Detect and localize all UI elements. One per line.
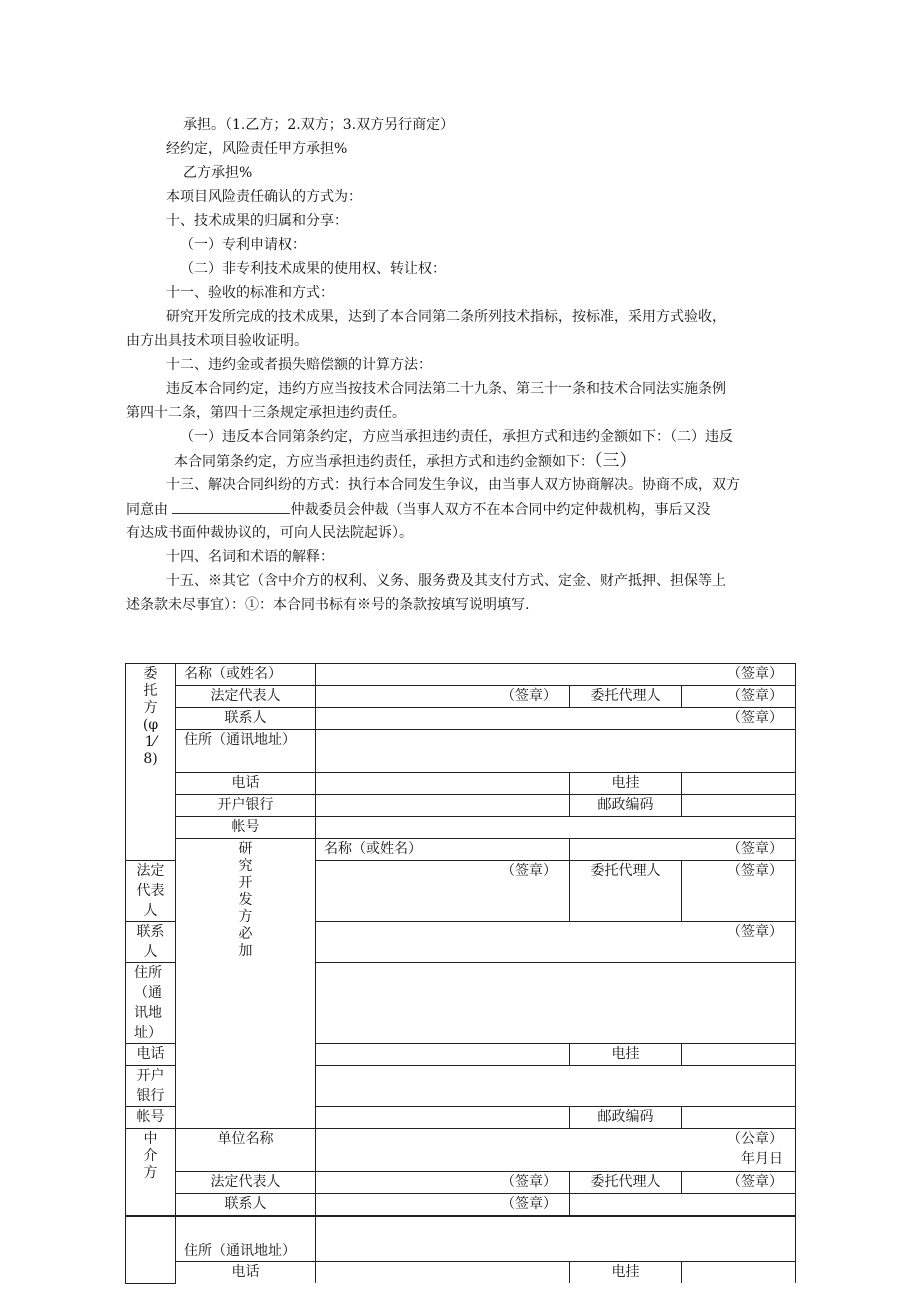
seal-text: （公章） bbox=[727, 1131, 784, 1147]
table-row bbox=[126, 1172, 796, 1194]
table-row bbox=[126, 664, 796, 686]
contact-label: 联系人 bbox=[126, 922, 176, 963]
name-label: 名称（或姓名） bbox=[316, 839, 570, 861]
legal-rep-field[interactable]: （签章） bbox=[316, 861, 570, 922]
section-heading: 十一、验收的标准和方式： bbox=[166, 285, 334, 301]
legal-rep-label: 法定代表人 bbox=[176, 686, 316, 708]
text-line: 经约定，风险责任甲方承担% bbox=[166, 141, 348, 157]
phone-label: 电话 bbox=[126, 1044, 176, 1066]
text-line bbox=[174, 451, 637, 472]
phone-label: 电话 bbox=[176, 773, 316, 795]
text-line: （一）违反本合同第条约定，方应当承担违约责任，承担方式和违约金额如下：（二）违反 bbox=[180, 429, 733, 445]
address-field[interactable] bbox=[316, 963, 796, 1044]
fill-blank[interactable] bbox=[172, 499, 290, 514]
bank-field[interactable] bbox=[316, 1066, 796, 1107]
agent-label: 委托代理人 bbox=[570, 1172, 682, 1194]
signature-table bbox=[125, 663, 796, 1284]
table-row bbox=[126, 795, 796, 817]
text-line: （一）专利申请权： bbox=[180, 237, 306, 253]
legal-rep-label: 法定代表人 bbox=[176, 1172, 316, 1194]
unit-name-label: 单位名称 bbox=[176, 1129, 316, 1172]
text-line: 违反本合同约定，违约方应当按技术合同法第二十九条、第三十一条和技术合同法实施条例 bbox=[166, 381, 726, 397]
table-row bbox=[126, 1129, 796, 1172]
phone-field[interactable] bbox=[316, 1262, 570, 1284]
account-field[interactable] bbox=[316, 817, 796, 839]
contact-field[interactable]: （签章） bbox=[316, 922, 796, 963]
postcode-field[interactable] bbox=[682, 1107, 796, 1129]
legal-rep-label: 法定代表人 bbox=[126, 861, 176, 922]
text-line: 由方出具技术项目验收证明。 bbox=[126, 333, 308, 349]
name-field[interactable]: （签章） bbox=[316, 664, 796, 686]
text-line: 本项目风险责任确认的方式为： bbox=[166, 189, 362, 205]
section-heading: 十三、解决合同纠纷的方式：执行本合同发生争议，由当事人双方协商解决。协商不成，双方 bbox=[166, 477, 740, 493]
text-line: 研究开发所完成的技术成果，达到了本合同第二条所列技术指标，按标准，采用方式验收， bbox=[166, 309, 726, 325]
contact-extra-field[interactable] bbox=[570, 1194, 796, 1217]
address-label: 住所（通讯地址） bbox=[176, 730, 316, 773]
phone-field[interactable] bbox=[316, 773, 570, 795]
unit-name-field[interactable] bbox=[316, 1129, 796, 1172]
party-developer-label: 研究开发方必加 bbox=[176, 839, 316, 1129]
text-span: 仲裁委员会仲裁（当事人双方不在本合同中约定仲裁机构，事后又没 bbox=[290, 502, 711, 518]
section-heading: 十、技术成果的归属和分享： bbox=[166, 213, 348, 229]
text-line: 乙方承担% bbox=[183, 165, 253, 181]
name-label: 名称（或姓名） bbox=[176, 664, 316, 686]
legal-rep-field[interactable]: （签章） bbox=[316, 1172, 570, 1194]
party-client-label: 委托方(φ1⁄8) bbox=[126, 664, 176, 861]
contact-field[interactable]: （签章） bbox=[316, 708, 796, 730]
agent-label: 委托代理人 bbox=[570, 686, 682, 708]
text-line: （二）非专利技术成果的使用权、转让权： bbox=[180, 261, 446, 277]
bank-label: 开户银行 bbox=[176, 795, 316, 817]
table-row bbox=[126, 1194, 796, 1217]
address-label: 住所（通讯地址） bbox=[176, 1216, 316, 1262]
contact-label: 联系人 bbox=[176, 1194, 316, 1217]
postcode-label: 邮政编码 bbox=[570, 1107, 682, 1129]
name-field[interactable]: （签章） bbox=[570, 839, 796, 861]
table-row bbox=[126, 730, 796, 773]
table-row bbox=[126, 817, 796, 839]
agent-field[interactable]: （签章） bbox=[682, 861, 796, 922]
table-row bbox=[126, 1262, 796, 1284]
table-row bbox=[126, 686, 796, 708]
table-row bbox=[126, 708, 796, 730]
party-intermediary-label: 中介方 bbox=[126, 1129, 176, 1217]
telex-field[interactable] bbox=[682, 1262, 796, 1284]
bank-field[interactable] bbox=[316, 795, 570, 817]
legal-rep-field[interactable]: （签章） bbox=[316, 686, 570, 708]
postcode-field[interactable] bbox=[682, 795, 796, 817]
telex-field[interactable] bbox=[682, 773, 796, 795]
postcode-label: 邮政编码 bbox=[570, 795, 682, 817]
text-line: 有达成书面仲裁协议的，可向人民法院起诉）。 bbox=[126, 525, 413, 541]
telex-label: 电挂 bbox=[570, 1044, 682, 1066]
section-heading: 十五、※其它（含中介方的权利、义务、服务费及其支付方式、定金、财产抵押、担保等上 bbox=[166, 573, 726, 589]
date-text: 年月日 bbox=[741, 1151, 784, 1167]
section-heading: 十四、名词和术语的解释： bbox=[166, 549, 334, 565]
contact-field[interactable]: （签章） bbox=[316, 1194, 570, 1217]
phone-field[interactable] bbox=[316, 1044, 570, 1066]
table-row bbox=[126, 773, 796, 795]
telex-label: 电挂 bbox=[570, 773, 682, 795]
account-field[interactable] bbox=[316, 1107, 570, 1129]
text-span: （三） bbox=[594, 451, 637, 471]
text-line bbox=[126, 499, 710, 520]
agent-field[interactable]: （签章） bbox=[682, 686, 796, 708]
telex-label: 电挂 bbox=[570, 1262, 682, 1284]
text-line: 述条款未尽事宜）：①：本合同书标有※号的条款按填写说明填写. bbox=[126, 597, 530, 613]
telex-field[interactable] bbox=[682, 1044, 796, 1066]
text-line: 承担。（1.乙方；2.双方；3.双方另行商定） bbox=[183, 117, 455, 133]
agent-field[interactable]: （签章） bbox=[682, 1172, 796, 1194]
address-label: 住所（通讯地址） bbox=[126, 963, 176, 1044]
blank-party-cell bbox=[126, 1216, 176, 1283]
address-field[interactable] bbox=[316, 1216, 796, 1262]
text-line: 第四十二条，第四十三条规定承担违约责任。 bbox=[126, 405, 406, 421]
bank-label: 开户银行 bbox=[126, 1066, 176, 1107]
text-span: 本合同第条约定，方应当承担违约责任，承担方式和违约金额如下： bbox=[174, 454, 594, 470]
phone-label: 电话 bbox=[176, 1262, 316, 1284]
text-span: 同意由 bbox=[126, 502, 168, 518]
section-heading: 十二、违约金或者损失赔偿额的计算方法： bbox=[166, 357, 432, 373]
table-row bbox=[126, 1216, 796, 1262]
account-label: 帐号 bbox=[126, 1107, 176, 1129]
table-row bbox=[126, 839, 796, 861]
contact-label: 联系人 bbox=[176, 708, 316, 730]
address-field[interactable] bbox=[316, 730, 796, 773]
account-label: 帐号 bbox=[176, 817, 316, 839]
agent-label: 委托代理人 bbox=[570, 861, 682, 922]
